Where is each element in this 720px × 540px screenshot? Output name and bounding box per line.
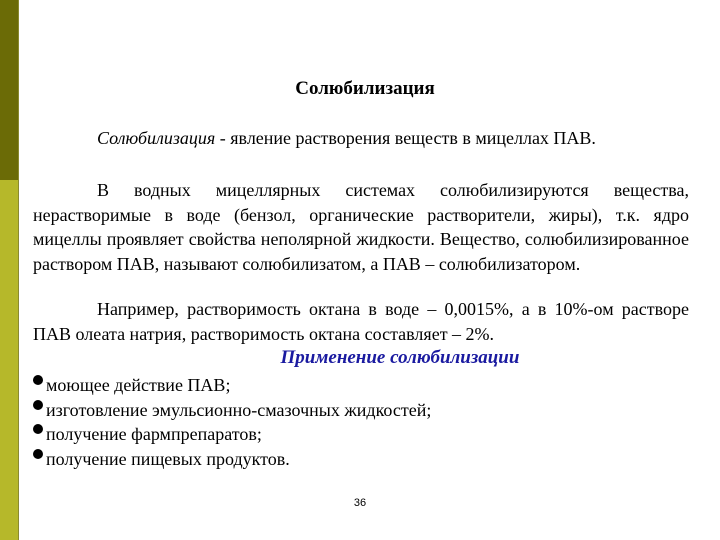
list-item-text: изготовление эмульсионно-смазочных жидкостей; bbox=[46, 399, 432, 420]
slide-title: Солюбилизация bbox=[295, 78, 435, 99]
definition-term: Солюбилизация bbox=[97, 128, 216, 148]
list-item bbox=[33, 398, 431, 423]
list-item-text: получение пищевых продуктов. bbox=[46, 448, 290, 469]
paragraph-micellar-systems: В водных мицеллярных системах солюбилизируются вещества, нерастворимые в воде (бензол, органические растворители, жиры), т.к. ядро мицеллы проявляет свойства неполярной жидкости. Вещество, солюбилизированное раствором ПАВ, называют солюбилизатом, а ПАВ – солюбилизатором. bbox=[33, 180, 689, 274]
definition bbox=[97, 128, 596, 149]
definition-text: - явление растворения веществ в мицеллах ПАВ. bbox=[215, 128, 596, 148]
bullet-icon bbox=[33, 424, 43, 434]
paragraph-example: Например, растворимость октана в воде – 0,0015%, а в 10%-ом растворе ПАВ олеата натрия, растворимость октана составляет – 2%. bbox=[33, 299, 689, 344]
applications-list bbox=[33, 373, 431, 471]
applications-heading: Применение солюбилизации bbox=[280, 347, 520, 368]
list-item bbox=[33, 447, 431, 472]
bullet-icon bbox=[33, 400, 43, 410]
bullet-icon bbox=[33, 375, 43, 385]
bullet-icon bbox=[33, 449, 43, 459]
list-item-text: моющее действие ПАВ; bbox=[46, 375, 231, 395]
list-item bbox=[33, 422, 431, 447]
page-number: 36 bbox=[353, 497, 367, 509]
list-item-text: получение фармпрепаратов; bbox=[46, 424, 262, 444]
list-item bbox=[33, 373, 431, 398]
